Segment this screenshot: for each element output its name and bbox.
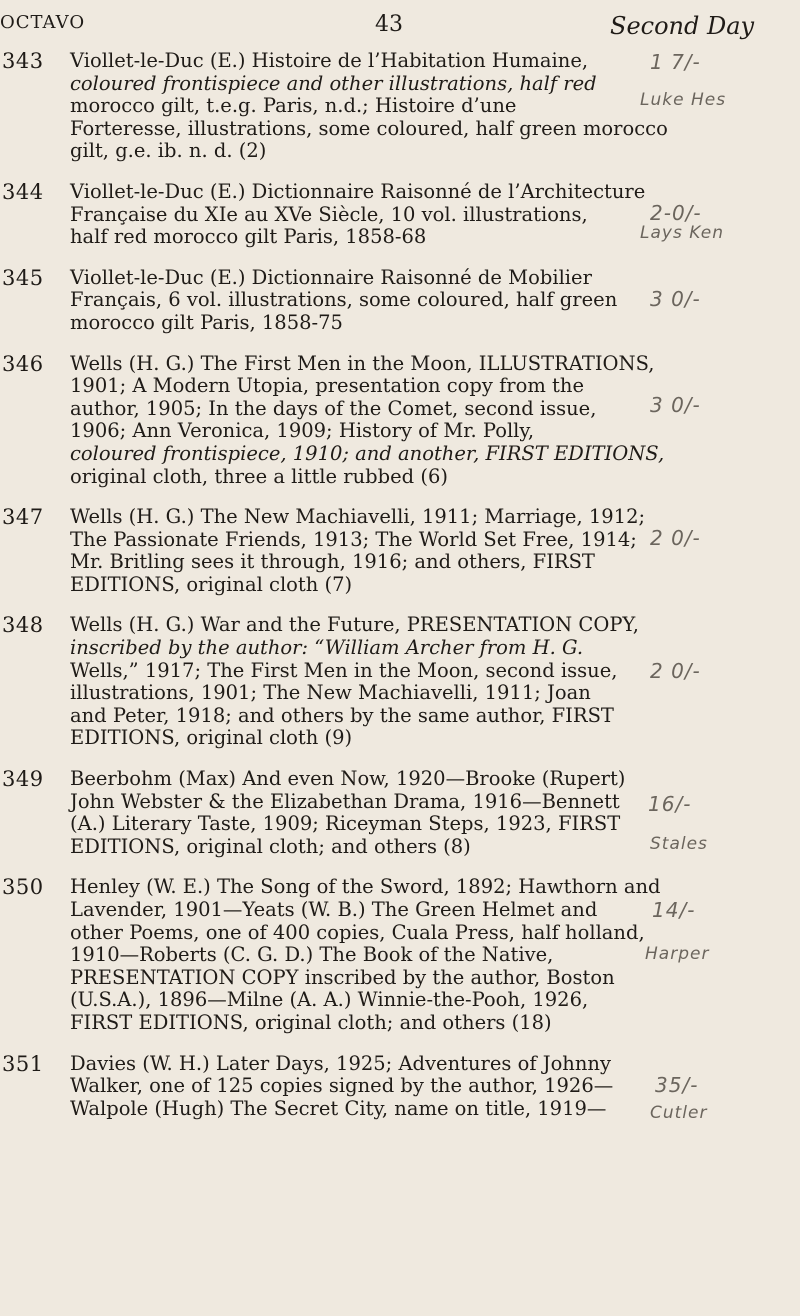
lot-description: Viollet-le-Duc (E.) Histoire de l’Habitation Humaine, coloured frontispiece and other illustrations, half red morocco gilt, t.e.g. Paris, n.d.; Histoire d’une Forteresse, illustrations, some coloured, half green morocco gilt, g.e. ib. n. d. (2) (70, 49, 668, 163)
handwritten-price: 14/- (652, 898, 696, 923)
lot-entry (0, 1051, 708, 1123)
handwritten-price: 2 0/- (650, 659, 701, 684)
handwritten-buyer: Harper (645, 944, 710, 965)
lot-description: Henley (W. E.) The Song of the Sword, 1892; Hawthorn and Lavender, 1901—Yeats (W. B.) The Green Helmet and other Poems, one of 400 copies, Cuala Press, half holland, 1910—Roberts (C. G. D.) The Book of the Native, PRESENTATION COPY inscribed by the author, Boston (U.S.A.), 1896—Milne (A. A.) Winnie-the-Pooh, 1926, FIRST EDITIONS, original cloth; and others (18) (70, 875, 661, 1034)
handwritten-price: 3 0/- (650, 392, 701, 417)
lot-entry (0, 351, 701, 489)
lot-description: Beerbohm (Max) And even Now, 1920—Brooke (Rupert) John Webster & the Elizabethan Drama, 1916—Bennett (A.) Literary Taste, 1909; Riceyman Steps, 1923, FIRST EDITIONS, original cloth; and others (8) (70, 767, 626, 858)
lot-number: 345 (2, 265, 44, 290)
handwritten-price: 3 0/- (650, 286, 701, 311)
handwritten-price: 1 7/- (650, 50, 701, 74)
handwritten-buyer: Cutler (650, 1102, 708, 1123)
lot-entry (0, 179, 724, 249)
lot-number: 344 (2, 179, 44, 204)
handwritten-buyer: Lays Ken (640, 222, 724, 243)
lot-number: 346 (2, 351, 44, 376)
lot-number: 348 (2, 613, 44, 638)
lot-number: 349 (2, 767, 44, 792)
handwritten-buyer: Luke Hes (640, 90, 727, 110)
lot-entry (0, 49, 727, 163)
lot-number: 347 (2, 505, 44, 530)
handwritten-price: 16/- (648, 792, 692, 817)
lot-description: Wells (H. G.) War and the Future, PRESENTATION COPY, inscribed by the author: “William Archer from H. G. Wells,” 1917; The First Men in the Moon, second issue, illustrations, 1901; The New Machiavelli, 1911; Joan and Peter, 1918; and others by the same author, FIRST EDITIONS, original cloth (9) (70, 613, 639, 750)
sale-day: Second Day (610, 12, 755, 40)
lot-number: 343 (2, 49, 44, 73)
lot-entry (0, 875, 710, 1034)
page-number: 43 (375, 12, 403, 37)
lot-number: 350 (2, 875, 44, 900)
lot-description: Wells (H. G.) The New Machiavelli, 1911; Marriage, 1912; The Passionate Friends, 1913; The World Set Free, 1914; Mr. Britling sees it through, 1916; and others, FIRST EDITIONS, original cloth (7) (70, 505, 646, 596)
lot-number: 351 (2, 1051, 44, 1076)
lot-entry (0, 613, 701, 750)
lot-entry (0, 265, 701, 335)
lot-description: Wells (H. G.) The First Men in the Moon, ILLUSTRATIONS, 1901; A Modern Utopia, presentation copy from the author, 1905; In the days of the Comet, second issue, 1906; Ann Veronica, 1909; History of Mr. Polly, coloured frontispiece, 1910; and another, FIRST EDITIONS, original cloth, three a little rubbed (6) (70, 351, 665, 488)
lot-description: Viollet-le-Duc (E.) Dictionnaire Raisonné de l’Architecture Française du XIe au XVe Siècle, 10 vol. illustrations, half red morocco gilt Paris, 1858-68 (70, 179, 646, 249)
handwritten-price: 35/- (655, 1072, 699, 1097)
lot-entry (0, 505, 701, 596)
lot-list (0, 49, 800, 1123)
lot-description: Davies (W. H.) Later Days, 1925; Adventures of Johnny Walker, one of 125 copies signed by the author, 1926— Walpole (Hugh) The Secret City, name on title, 1919— (70, 1051, 614, 1120)
lot-description: Viollet-le-Duc (E.) Dictionnaire Raisonné de Mobilier Français, 6 vol. illustrations, some coloured, half green morocco gilt Paris, 1858-75 (70, 265, 618, 334)
handwritten-buyer: Stales (650, 834, 708, 855)
lot-entry (0, 767, 708, 858)
handwritten-price: 2-0/- (650, 200, 702, 225)
handwritten-price: 2 0/- (650, 526, 701, 551)
page-header (0, 12, 800, 42)
format-label: OCTAVO (0, 12, 86, 33)
